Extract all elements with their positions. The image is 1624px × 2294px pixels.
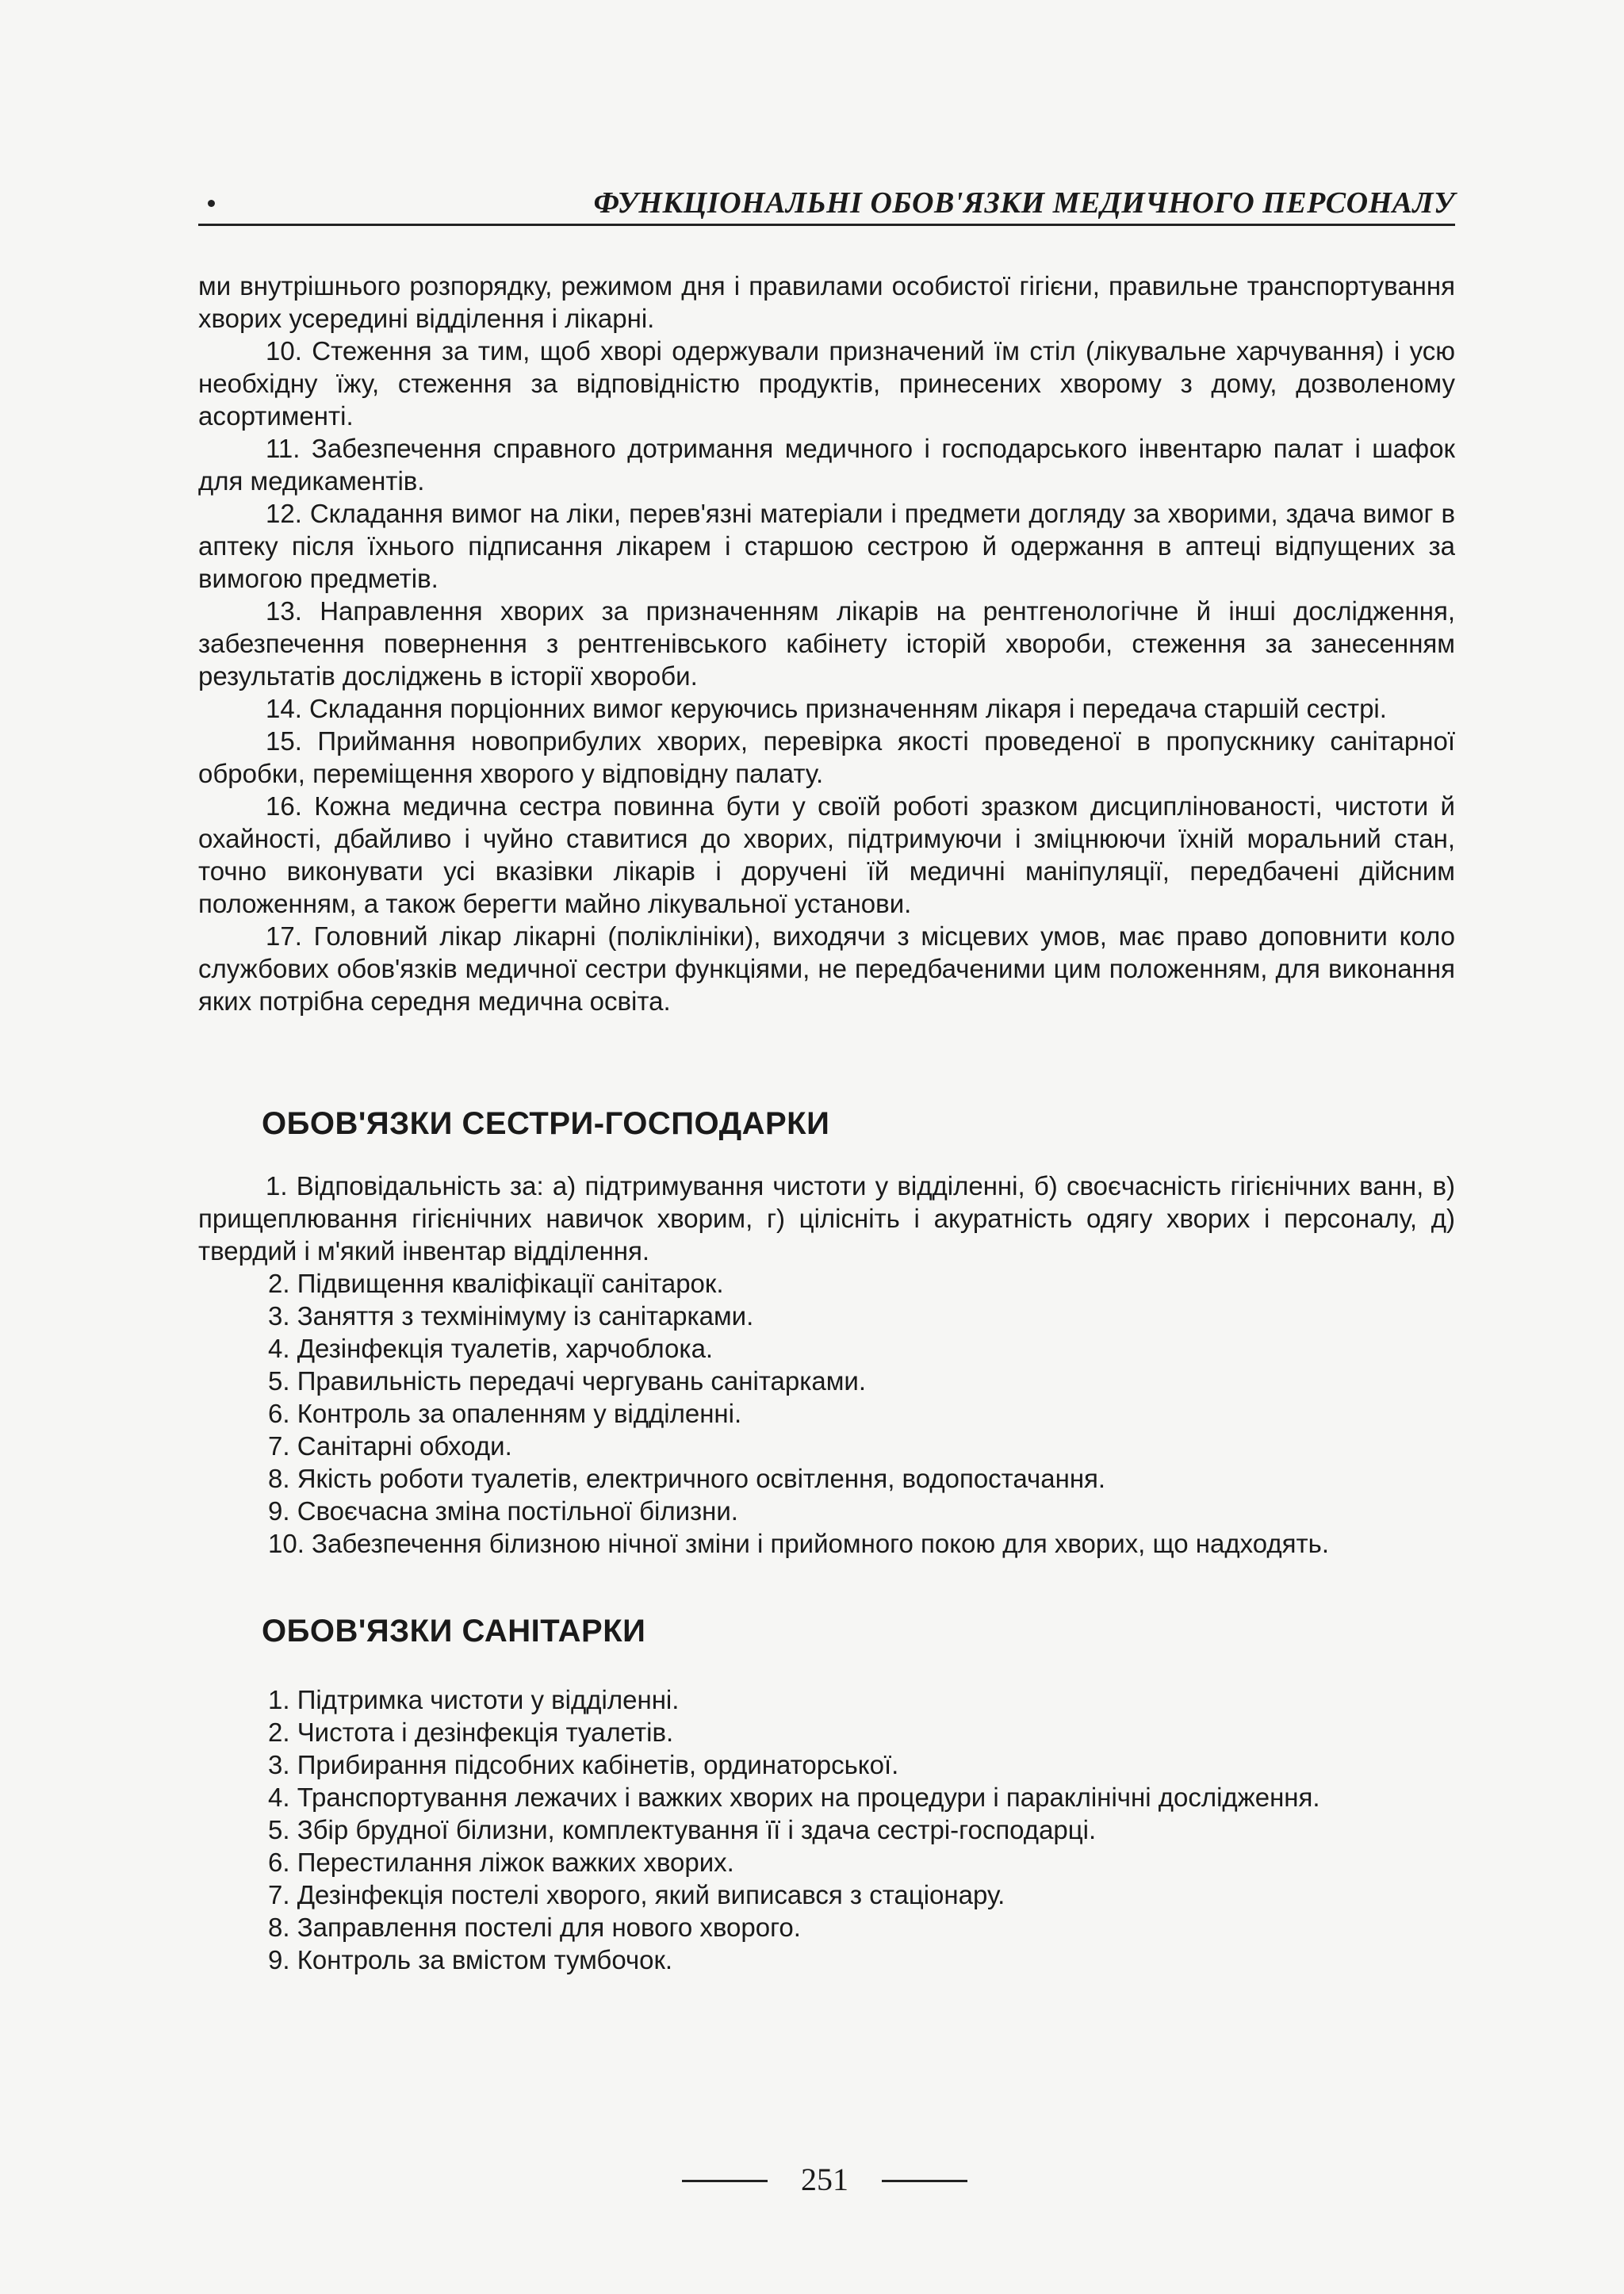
list-item: 9. Своєчасна зміна постільної білизни. (268, 1496, 738, 1526)
paragraph: 10. Стеження за тим, щоб хворі одержували призначений їм стіл (лікувальне харчування) і усю необхідну їжу, стеження за відповідністю продуктів, принесених хворому з дому, дозволеному асортименті. (198, 336, 1455, 431)
paragraph: 12. Складання вимог на ліки, перев'язні матеріали і предмети догляду за хворими, здача вимог в аптеку після їхнього підписання лікарем і старшою сестрою й одержання в аптеці відпущених за вимогою предметів. (198, 499, 1455, 593)
running-header (198, 182, 1455, 226)
list-item: 5. Правильність передачі чергувань санітарками. (268, 1366, 867, 1396)
continued-text (198, 270, 1455, 1017)
paragraph: 14. Складання порціонних вимог керуючись призначенням лікаря і передача старшій сестрі. (266, 694, 1387, 723)
section-heading-orderly: ОБОВ'ЯЗКИ САНІТАРКИ (262, 1614, 646, 1649)
paragraph: 15. Приймання новоприбулих хворих, перевірка якості проведеної в пропускнику санітарної обробки, переміщення хворого у відповідну палату. (198, 726, 1455, 788)
paragraph: ми внутрішнього розпорядку, режимом дня і правилами особистої гігієни, правильне транспортування хворих усередині відділення і лікарні. (198, 271, 1455, 333)
housekeeper-duties-list (268, 1267, 1457, 1560)
running-header-title: ФУНКЦІОНАЛЬНІ ОБОВ'ЯЗКИ МЕДИЧНОГО ПЕРСОНАЛУ (593, 186, 1455, 220)
list-item: 4. Дезінфекція туалетів, харчоблока. (268, 1334, 714, 1363)
list-item: 10. Забезпечення білизною нічної зміни і прийомного покою для хворих, що надходять. (268, 1529, 1329, 1558)
page-footer (682, 2161, 967, 2200)
paragraph: 13. Направлення хворих за призначенням лікарів на рентгенологічне й інші дослідження, забезпечення повернення з рентгенівського кабінету історій хвороби, стеження за занесенням результатів досліджень в історії хвороби. (198, 596, 1455, 691)
list-item: 7. Дезінфекція постелі хворого, який виписався з стаціонару. (268, 1880, 1005, 1909)
list-item: 8. Якість роботи туалетів, електричного освітлення, водопостачання. (268, 1464, 1106, 1493)
list-item: 9. Контроль за вмістом тумбочок. (268, 1945, 673, 1974)
list-item: 7. Санітарні обходи. (268, 1431, 512, 1461)
list-item: 8. Заправлення постелі для нового хворого. (268, 1913, 801, 1942)
bullet-mark (208, 200, 215, 207)
list-item: 1. Відповідальність за: а) підтримування чистоти у відділенні, б) своєчасність гігієнічних ванн, в) прищеплювання гігієнічних навичок хворим, г) цілісніть і акуратність одягу хворих і персоналу, д) твердий і м'який інвентар відділення. (198, 1171, 1455, 1266)
list-item: 3. Заняття з техмінімуму із санітарками. (268, 1301, 754, 1331)
orderly-duties-list (268, 1683, 1457, 1976)
list-item: 1. Підтримка чистоти у відділенні. (268, 1685, 680, 1714)
list-item: 2. Чистота і дезінфекція туалетів. (268, 1718, 674, 1747)
section-heading-housekeeper: ОБОВ'ЯЗКИ СЕСТРИ-ГОСПОДАРКИ (262, 1106, 830, 1141)
list-item: 2. Підвищення кваліфікації санітарок. (268, 1269, 724, 1298)
list-item: 6. Контроль за опаленням у відділенні. (268, 1399, 742, 1428)
list-item: 4. Транспортування лежачих і важких хворих на процедури і параклінічні дослідження. (268, 1783, 1320, 1812)
list-item: 6. Перестилання ліжок важких хворих. (268, 1848, 734, 1877)
housekeeper-first-item (198, 1170, 1455, 1267)
page-number: 251 (801, 2162, 848, 2197)
paragraph: 16. Кожна медична сестра повинна бути у своїй роботі зразком дисциплінованості, чистоти й охайності, дбайливо і чуйно ставитися до хворих, підтримуючи і зміцнюючи їхній моральний стан, точно виконувати усі вказівки лікарів і доручені їй медичні маніпуляції, передбачені дійсним положенням, а також берегти майно лікувальної установи. (198, 791, 1455, 918)
paragraph: 17. Головний лікар лікарні (поліклініки), виходячи з місцевих умов, має право доповнити коло службових обов'язків медичної сестри функціями, не передбаченими цим положенням, для виконання яких потрібна середня медична освіта. (198, 921, 1455, 1016)
paragraph: 11. Забезпечення справного дотримання медичного і господарського інвентарю палат і шафок для медикаментів. (198, 434, 1455, 496)
footer-rule-right (882, 2180, 967, 2182)
list-item: 5. Збір брудної білизни, комплектування її і здача сестрі-господарці. (268, 1815, 1097, 1844)
list-item: 3. Прибирання підсобних кабінетів, ординаторської. (268, 1750, 899, 1779)
